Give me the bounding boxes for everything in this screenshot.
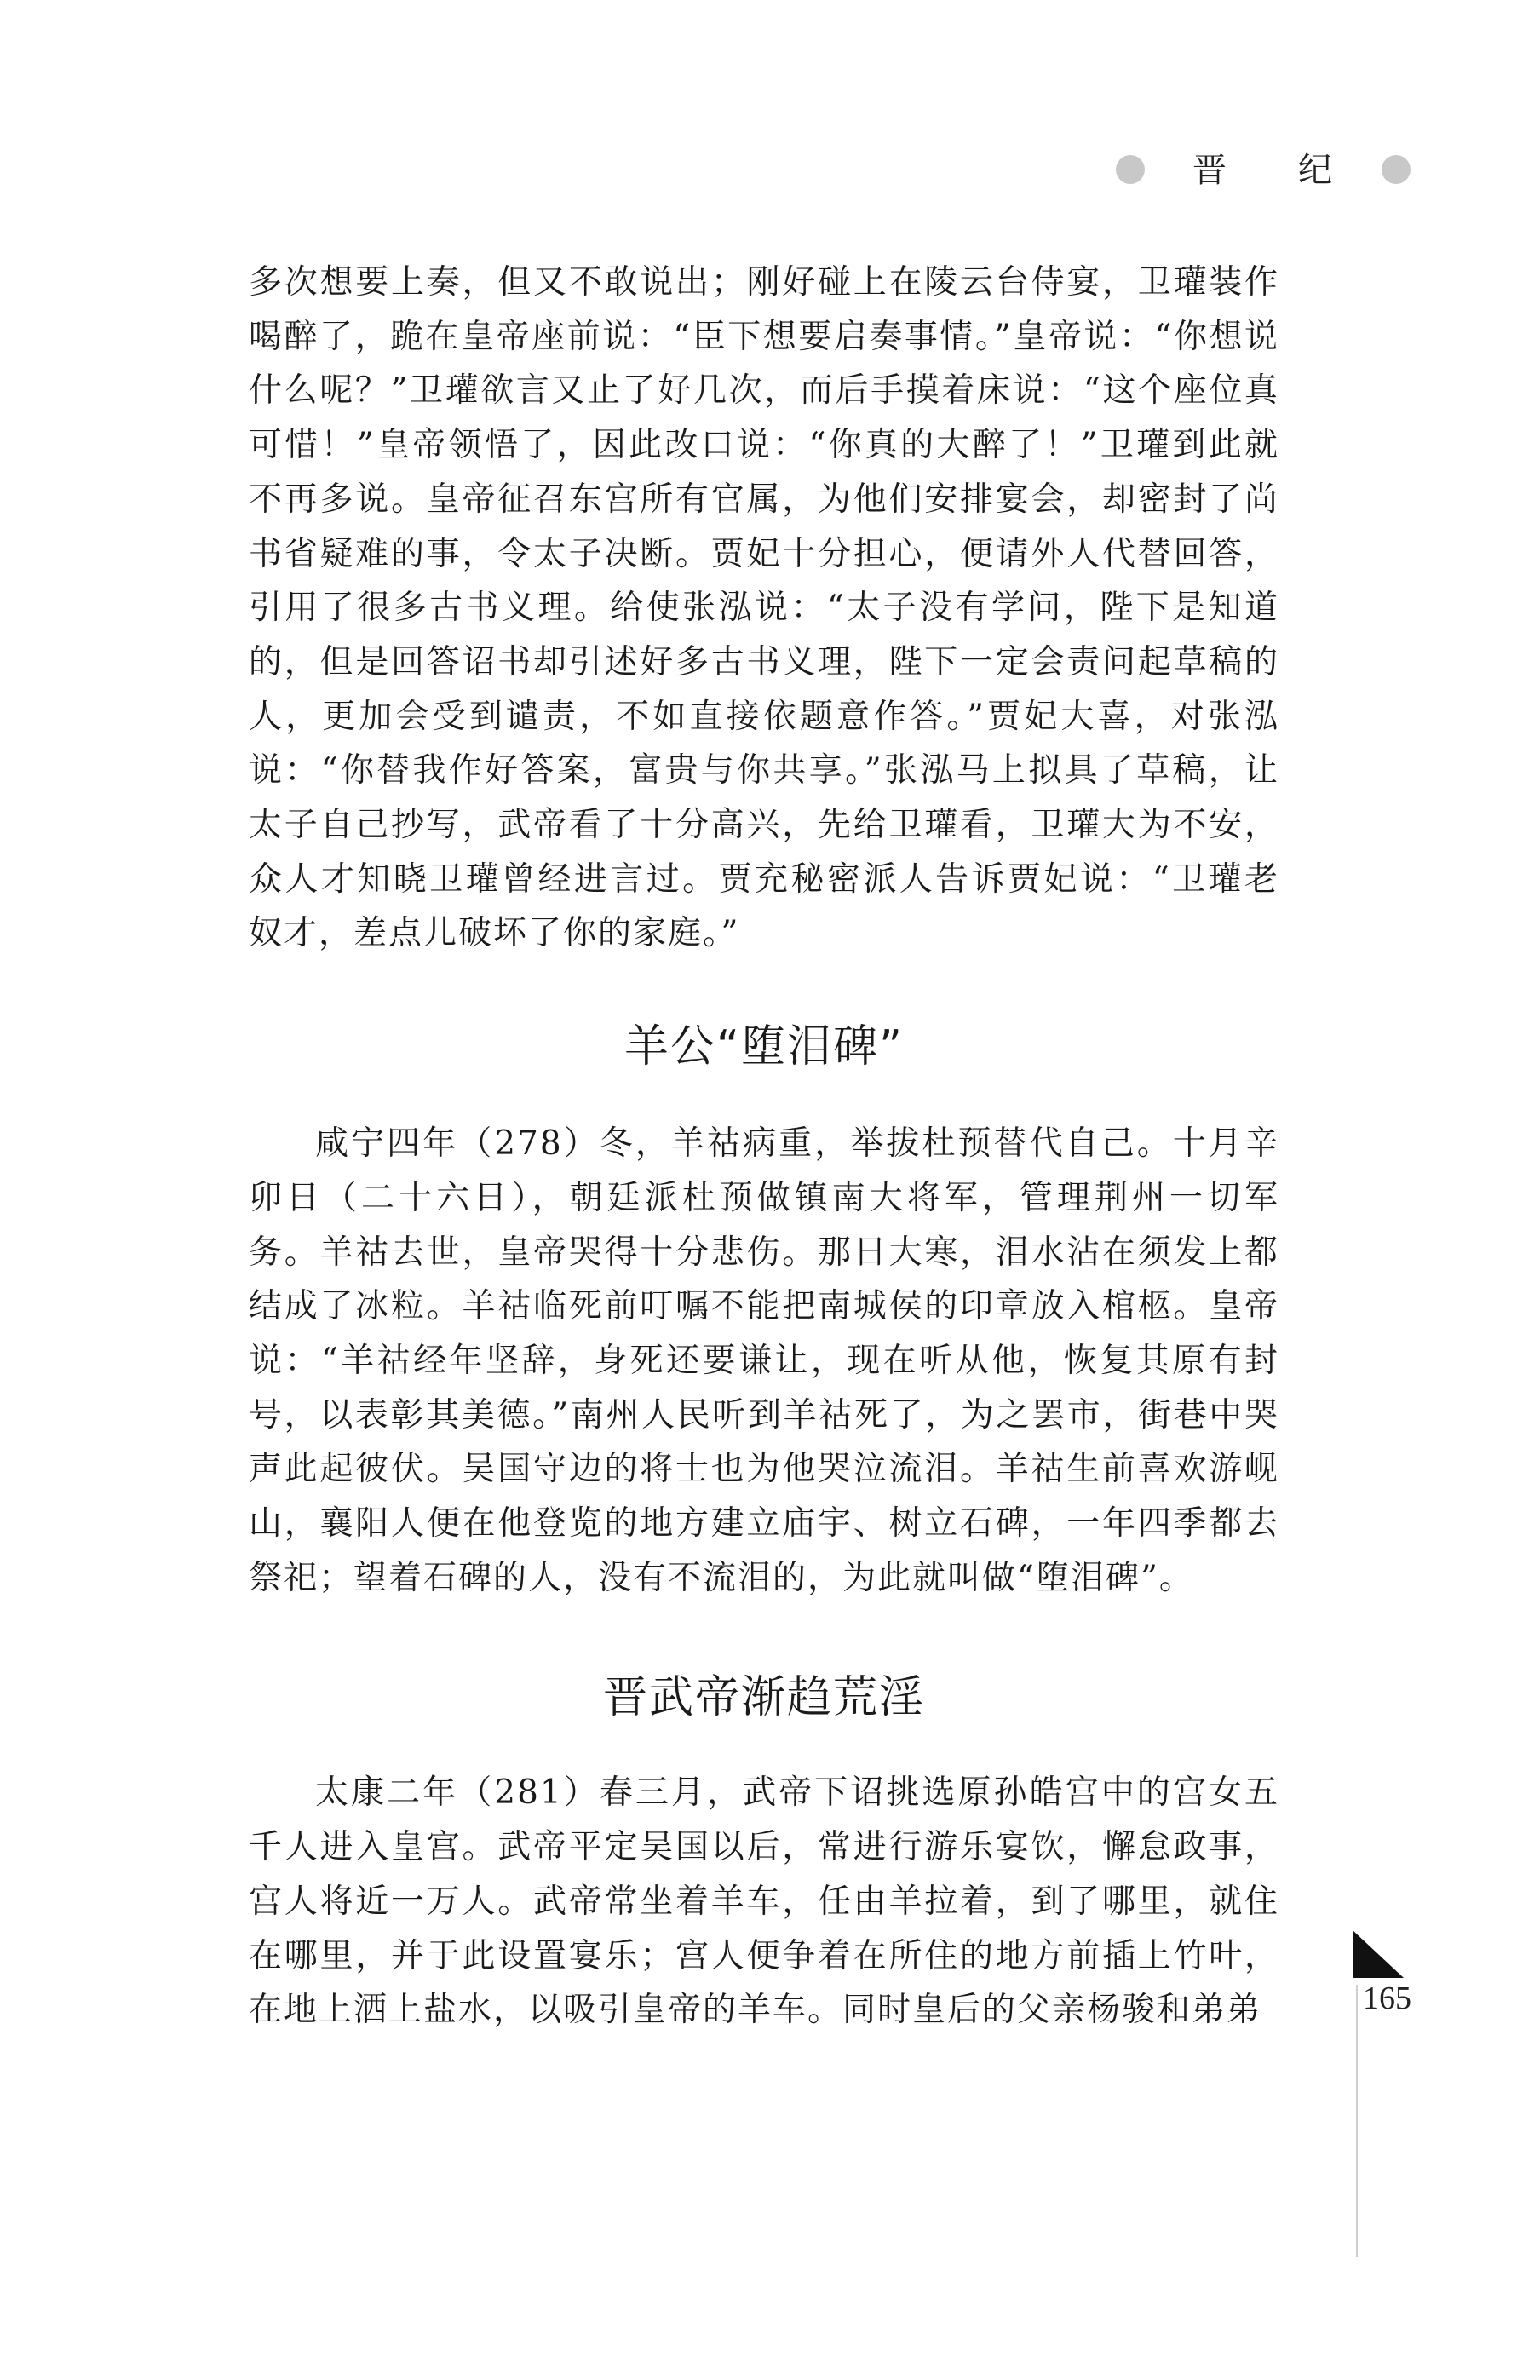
header-char-2: 纪	[1298, 151, 1332, 190]
page-number: 165	[1363, 1980, 1411, 2016]
header-dot-left-icon	[1116, 155, 1145, 184]
page-edge-rule	[1356, 1985, 1358, 2257]
running-header	[1099, 147, 1439, 198]
header-dot-right-icon	[1382, 155, 1411, 184]
paragraph-taikang: 太康二年（281）春三月，武帝下诏挑选原孙皓宫中的宫女五千人进入皇宫。武帝平定吴国以后，常进行游乐宴饮，懈怠政事，宫人将近一万人。武帝常坐着羊车，任由羊拉着，到了哪里，就住在哪里，并于此设置宴乐；宫人便争着在所住的地方前插上竹叶，在地上洒上盐水，以吸引皇帝的羊车。同时皇后的父亲杨骏和弟弟	[249, 1774, 1279, 2030]
page-body	[249, 256, 1279, 2038]
section-title-wudi-indulgence: 晋武帝渐趋荒淫	[602, 1672, 925, 1724]
page-corner-triangle-icon	[1353, 1930, 1404, 1978]
section-title-yanggong-stele: 羊公“堕泪碑”	[624, 1021, 904, 1073]
paragraph-yanghu: 咸宁四年（278）冬，羊祜病重，举拔杜预替代自己。十月辛卯日（二十六日），朝廷派杜预做镇南大将军，管理荆州一切军务。羊祜去世，皇帝哭得十分悲伤。那日大寒，泪水沾在须发上都结成了冰粒。羊祜临死前叮嘱不能把南城侯的印章放入棺柩。皇帝说：“羊祜经年坚辞，身死还要谦让，现在听从他，恢复其原有封号，以表彰其美德。”南州人民听到羊祜死了，为之罢市，街巷中哭声此起彼伏。吴国守边的将士也为他哭泣流泪。羊祜生前喜欢游岘山，襄阳人便在他登览的地方建立庙宇、树立石碑，一年四季都去祭祀；望着石碑的人，没有不流泪的，为此就叫做“堕泪碑”。	[249, 1124, 1279, 1597]
paragraph-continued: 多次想要上奏，但又不敢说出；刚好碰上在陵云台侍宴，卫瓘装作喝醉了，跪在皇帝座前说：“臣下想要启奏事情。”皇帝说：“你想说什么呢？”卫瓘欲言又止了好几次，而后手摸着床说：“这个座位真可惜！”皇帝领悟了，因此改口说：“你真的大醉了！”卫瓘到此就不再多说。皇帝征召东宫所有官属，为他们安排宴会，却密封了尚书省疑难的事，令太子决断。贾妃十分担心，便请外人代替回答，引用了很多古书义理。给使张泓说：“太子没有学问，陛下是知道的，但是回答诏书却引述好多古书义理，陛下一定会责问起草稿的人，更加会受到谴责，不如直接依题意作答。”贾妃大喜，对张泓说：“你替我作好答案，富贵与你共享。”张泓马上拟具了草稿，让太子自己抄写，武帝看了十分高兴，先给卫瓘看，卫瓘大为不安，众人才知晓卫瓘曾经进言过。贾充秘密派人告诉贾妃说：“卫瓘老奴才，差点儿破坏了你的家庭。”	[249, 263, 1279, 953]
header-char-1: 晋	[1192, 151, 1227, 190]
